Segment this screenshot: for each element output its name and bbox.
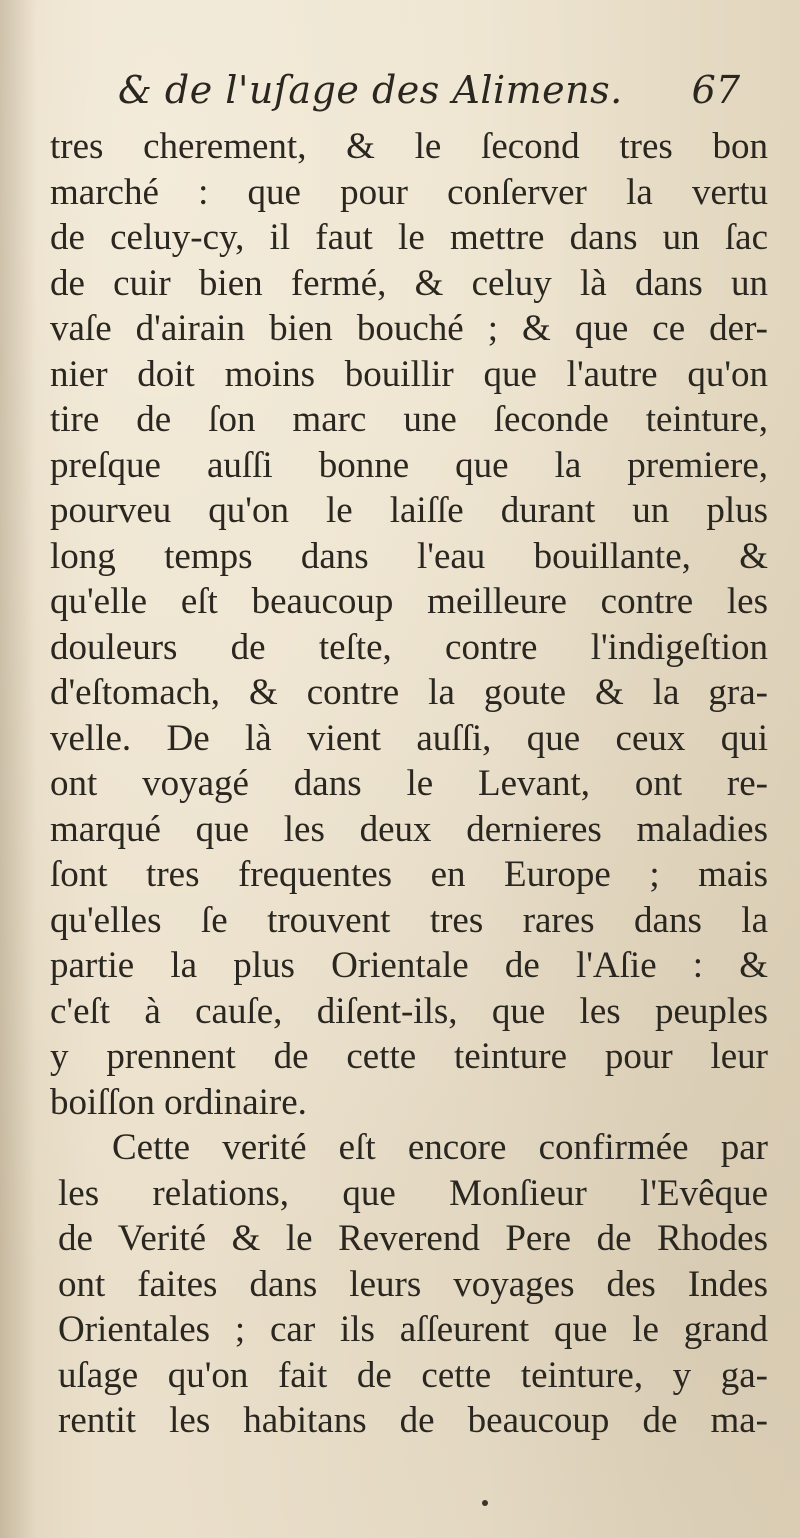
text-line: c'eſt à cauſe, diſent-ils, que les peuples	[50, 990, 768, 1032]
text-line: de cuir bien fermé, & celuy là dans un	[50, 262, 768, 304]
text-line: ſont tres frequentes en Europe ; mais	[50, 854, 768, 895]
text-line: qu'elle eſt beaucoup meilleure contre les	[50, 581, 768, 622]
text-line: ont voyagé dans le Levant, ont re-	[50, 763, 768, 804]
running-title: & de l'uſage des Alimens.	[118, 68, 623, 112]
text-line: marché : que pour conſerver la vertu	[50, 171, 768, 213]
text-line: Orientales ; car ils aſſeurent que le grand	[58, 1309, 768, 1350]
body-text	[50, 124, 768, 1444]
text-line: d'eſtomach, & contre la goute & la gra-	[50, 672, 768, 713]
text-line: partie la plus Orientale de l'Aſie : &	[50, 945, 768, 986]
text-line: ont faites dans leurs voyages des Indes	[58, 1263, 768, 1305]
text-line: qu'elles ſe trouvent tres rares dans la	[50, 899, 768, 941]
text-line: les relations, que Monſieur l'Evêque	[58, 1172, 768, 1214]
text-line: pourveu qu'on le laiſſe durant un plus	[50, 490, 768, 531]
text-line: rentit les habitans de beaucoup de ma-	[58, 1400, 768, 1441]
paragraph-2	[50, 1125, 768, 1444]
ink-mark	[482, 1500, 488, 1506]
text-line: velle. De là vient auſſi, que ceux qui	[50, 717, 768, 759]
text-line: Cette verité eſt encore confirmée par	[112, 1127, 768, 1168]
text-line: de celuy-cy, il faut le mettre dans un ſac	[50, 217, 768, 258]
page-header	[118, 66, 740, 122]
text-line: tire de ſon marc une ſeconde teinture,	[50, 399, 768, 440]
text-line: marqué que les deux dernieres maladies	[50, 808, 768, 850]
text-line: long temps dans l'eau bouillante, &	[50, 535, 768, 577]
text-line: boiſſon ordinaire.	[50, 1081, 307, 1123]
text-line: y prennent de cette teinture pour leur	[50, 1036, 768, 1077]
text-line: uſage qu'on fait de cette teinture, y ga-	[58, 1354, 768, 1396]
text-line: vaſe d'airain bien bouché ; & que ce der-	[50, 308, 768, 349]
text-line: preſque auſſi bonne que la premiere,	[50, 444, 768, 486]
text-line: douleurs de teſte, contre l'indigeſtion	[50, 626, 768, 668]
text-line: nier doit moins bouillir que l'autre qu'on	[50, 353, 768, 395]
text-line: tres cherement, & le ſecond tres bon	[50, 126, 768, 167]
paragraph-1	[50, 124, 768, 1125]
spine-shadow	[0, 0, 36, 1538]
page-number: 67	[691, 68, 740, 112]
text-line: de Verité & le Reverend Pere de Rhodes	[58, 1218, 768, 1259]
